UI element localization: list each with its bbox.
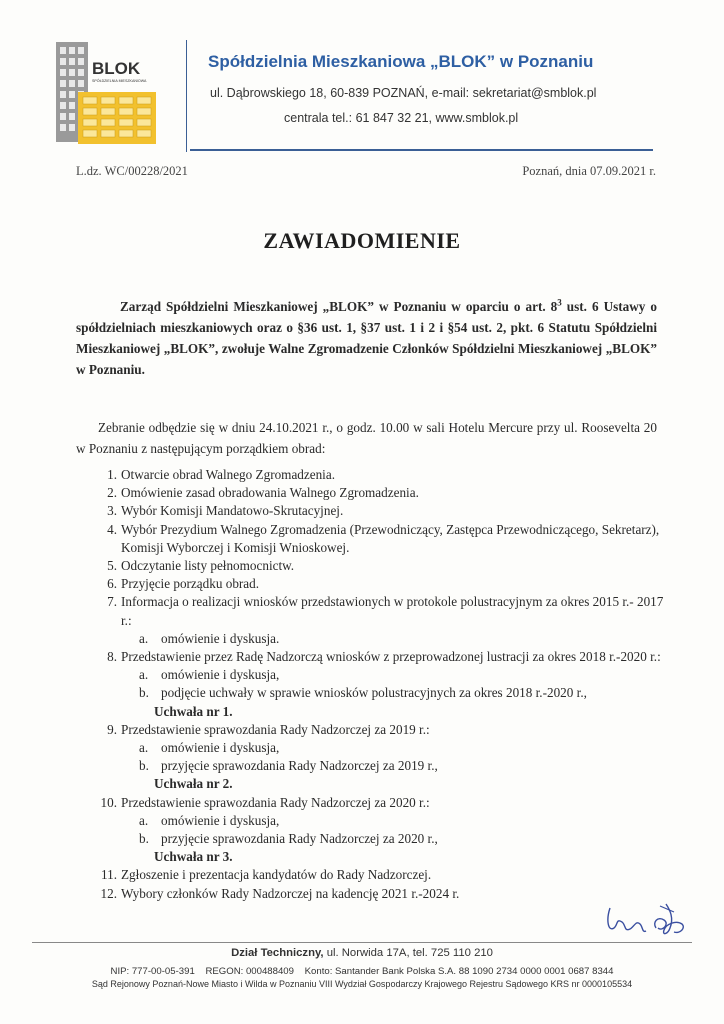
- footer-court: Sąd Rejonowy Poznań-Nowe Miasto i Wilda w Poznaniu VIII Wydział Gospodarczy Krajowego Rejestru Sądowego KRS nr 0000105534: [91, 979, 633, 989]
- document-title: ZAWIADOMIENIE: [263, 228, 461, 253]
- agenda-item: [84, 593, 674, 629]
- agenda-item-number: 9.: [107, 721, 117, 737]
- agenda-subitem: [84, 684, 674, 702]
- agenda-subitem-letter: a.: [139, 630, 149, 646]
- intro-paragraph: Zarząd Spółdzielni Mieszkaniowej „BLOK” w Poznaniu w oparciu o art. $8^3$ ust. 6 Ustawy o spółdzielniach mieszkaniowych oraz o §36 ust. 1, §37 ust. 1 i 2 i §54 ust. 2, pkt. 6 Statutu Spółdzielni Mieszkaniowej „BLOK”, zwołuje Walne Zgromadzenie Członków Spółdzielni Mieszkaniowej „BLOK” w Poznaniu.: [76, 297, 657, 377]
- agenda-item-text: Przedstawienie sprawozdania Rady Nadzorczej za 2020 r.:: [121, 794, 430, 810]
- agenda-item: [84, 484, 674, 502]
- agenda-item-number: 8.: [107, 649, 117, 665]
- footer-ids: NIP: 777-00-05-391 REGON: 000488409 Konto: Santander Bank Polska S.A. 88 1090 2734 0000 0001 0687 8344: [110, 966, 614, 977]
- agenda-subitem: [84, 739, 674, 757]
- agenda-item-number: 1.: [107, 467, 117, 482]
- reference-number: L.dz. WC/00228/2021: [76, 164, 188, 178]
- agenda-subitem-letter: a.: [139, 740, 149, 756]
- org-name: Spółdzielnia Mieszkaniowa „BLOK” w Poznaniu: [208, 52, 594, 71]
- agenda-item-number: 6.: [107, 576, 117, 592]
- agenda-item-text: Informacja o realizacji wniosków przedstawionych w protokole polustracyjnym za okres 2015 r.- 2017 r.:: [121, 594, 664, 628]
- resolution-label: Uchwała nr 2.: [154, 776, 233, 792]
- footer-divider: [32, 942, 692, 943]
- agenda-item-number: 10.: [100, 794, 117, 810]
- footer-department: Dział Techniczny, ul. Norwida 17A, tel. 725 110 210: [231, 947, 493, 959]
- agenda-item-number: 2.: [107, 485, 117, 501]
- agenda-item-number: 3.: [107, 503, 117, 519]
- document-date: Poznań, dnia 07.09.2021 r.: [522, 164, 656, 178]
- agenda-item-text: Otwarcie obrad Walnego Zgromadzenia.: [121, 467, 335, 482]
- agenda-subitem-letter: b.: [139, 685, 149, 701]
- org-address: ul. Dąbrowskiego 18, 60-839 POZNAŃ, e-mail: sekretariat@smblok.pl: [210, 86, 597, 100]
- agenda-item: [84, 794, 674, 812]
- agenda-item-text: Omówienie zasad obradowania Walnego Zgromadzenia.: [121, 485, 419, 501]
- agenda-item-number: 7.: [107, 594, 117, 610]
- agenda-item-text: Przedstawienie sprawozdania Rady Nadzorczej za 2019 r.:: [121, 721, 430, 737]
- agenda-subitem: [84, 830, 674, 848]
- resolution-label: Uchwała nr 1.: [154, 703, 233, 719]
- agenda-subitem-letter: b.: [139, 831, 149, 847]
- agenda-item-number: 12.: [100, 885, 117, 901]
- agenda-item-text: Odczytanie listy pełnomocnictw.: [121, 558, 295, 574]
- agenda-subitem-letter: a.: [139, 812, 149, 828]
- agenda-subitem-text: omówienie i dyskusja,: [161, 812, 280, 828]
- agenda-item-number: 5.: [107, 558, 117, 574]
- agenda-item-number: 4.: [107, 521, 117, 537]
- logo-subtext: SPÓŁDZIELNIA MIESZKANIOWA: [92, 79, 147, 83]
- meeting-paragraph: Zebranie odbędzie się w dniu 24.10.2021 r., o godz. 10.00 w sali Hotelu Mercure przy ul. Roosevelta 20 w Poznaniu z następującym porządkiem obrad:: [76, 420, 657, 456]
- agenda-item: [84, 885, 674, 903]
- agenda-item-text: Wybory członków Rady Nadzorczej na kadencję 2021 r.-2024 r.: [121, 885, 460, 901]
- logo-text: BLOK: [92, 59, 141, 78]
- agenda-subitem-letter: b.: [139, 758, 149, 774]
- agenda-item: [84, 502, 674, 520]
- header-divider-vertical: [186, 40, 187, 152]
- agenda-list: [84, 466, 674, 903]
- agenda-item: [84, 866, 674, 884]
- agenda-subitem: [84, 812, 674, 830]
- agenda-subitem: [84, 757, 674, 775]
- agenda-subitem-letter: a.: [139, 667, 149, 683]
- agenda-item: [84, 575, 674, 593]
- agenda-subitem-text: przyjęcie sprawozdania Rady Nadzorczej za 2020 r.,: [161, 831, 438, 847]
- agenda-item: [84, 648, 674, 666]
- agenda-item-text: Zgłoszenie i prezentacja kandydatów do Rady Nadzorczej.: [121, 867, 432, 883]
- signature: [600, 898, 690, 944]
- agenda-item: [84, 557, 674, 575]
- agenda-subitem-text: omówienie i dyskusja,: [161, 667, 280, 683]
- agenda-subitem-text: podjęcie uchwały w sprawie wniosków polustracyjnych za okres 2018 r.-2020 r.,: [161, 685, 587, 701]
- agenda-item: [84, 466, 674, 484]
- agenda-item-text: Przedstawienie przez Radę Nadzorczą wniosków z przeprowadzonej lustracji za okres 2018 r.-2020 r.:: [121, 649, 661, 665]
- org-phone: centrala tel.: 61 847 32 21, www.smblok.pl: [284, 111, 519, 125]
- agenda-subitem: [84, 666, 674, 684]
- agenda-item-text: Przyjęcie porządku obrad.: [121, 576, 260, 592]
- agenda-subitem: [84, 630, 674, 648]
- agenda-item-text: Wybór Prezydium Walnego Zgromadzenia (Przewodniczący, Zastępca Przewodniczącego, Sekretarz), Komisji Wyborczej i Komisji Wnioskowej.: [121, 521, 660, 555]
- header-divider-horizontal: [190, 149, 653, 151]
- agenda-item-number: 11.: [101, 867, 117, 883]
- resolution-label: Uchwała nr 3.: [154, 849, 233, 865]
- agenda-item: [84, 521, 674, 557]
- agenda-item: [84, 721, 674, 739]
- agenda-subitem-text: przyjęcie sprawozdania Rady Nadzorczej za 2019 r.,: [161, 758, 438, 774]
- blok-logo: [56, 42, 164, 144]
- agenda-item-text: Wybór Komisji Mandatowo-Skrutacyjnej.: [121, 503, 344, 519]
- agenda-subitem-text: omówienie i dyskusja.: [161, 630, 280, 646]
- agenda-subitem-text: omówienie i dyskusja,: [161, 740, 280, 756]
